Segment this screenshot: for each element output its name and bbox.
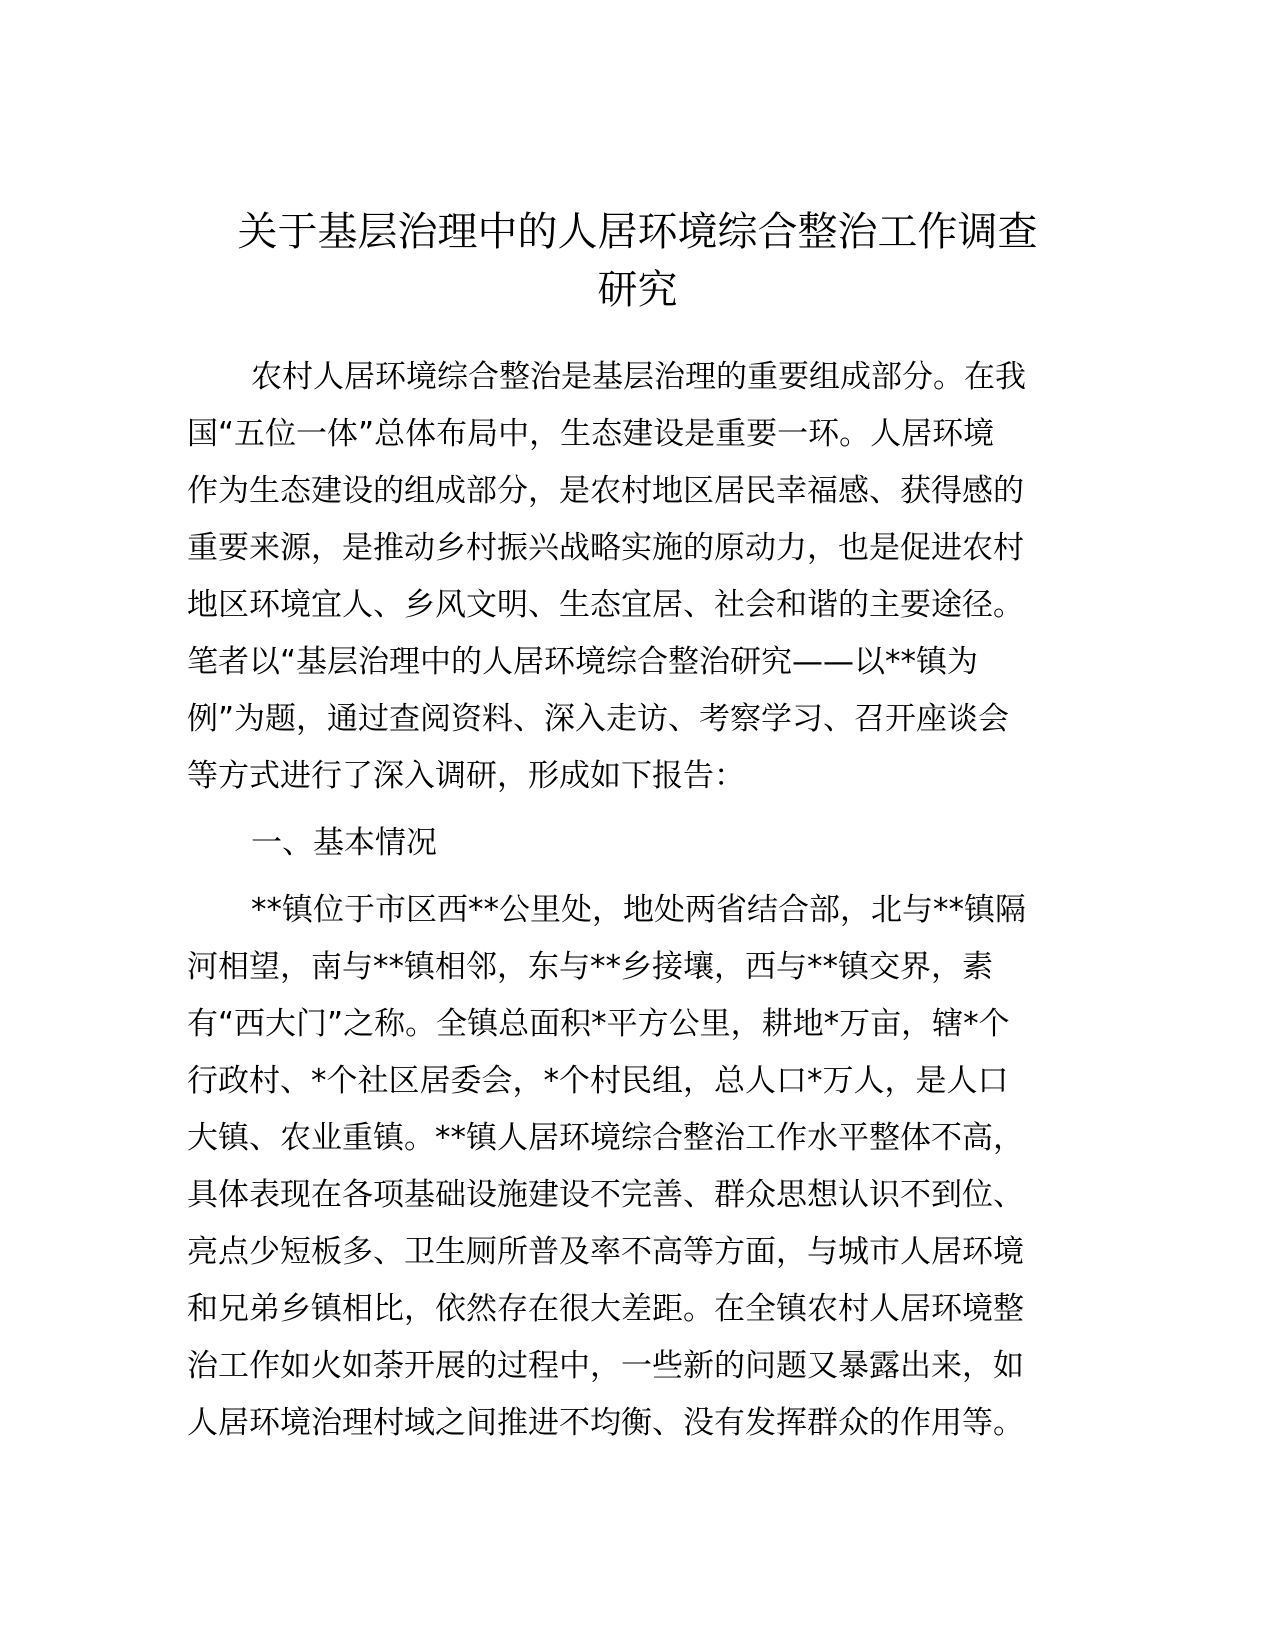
document-title bbox=[150, 203, 1125, 319]
section-heading: 一、基本情况 bbox=[251, 825, 437, 861]
text-line: 笔者以“基层治理中的人居环境综合整治研究——以**镇为 bbox=[187, 644, 979, 680]
text-line: 行政村、*个社区居委会，*个村民组，总人口*万人，是人口 bbox=[187, 1063, 1009, 1099]
text-line: 有“西大门”之称。全镇总面积*平方公里，耕地*万亩，辖*个 bbox=[187, 1006, 1010, 1042]
text-line: 国“五位一体”总体布局中，生态建设是重要一环。人居环境 bbox=[187, 416, 995, 452]
intro-paragraph bbox=[187, 349, 1087, 406]
text-line: 河相望，南与**镇相邻，东与**乡接壤，西与**镇交界，素 bbox=[187, 949, 993, 985]
text-line: **镇位于市区西**公里处，地处两省结合部，北与**镇隔 bbox=[251, 892, 1026, 928]
text-line: 农村人居环境综合整治是基层治理的重要组成部分。在我 bbox=[251, 359, 1026, 395]
basic-info-paragraph bbox=[187, 882, 1087, 939]
text-line: 等方式进行了深入调研，形成如下报告： bbox=[187, 758, 745, 794]
intro-paragraph-continued bbox=[187, 406, 1087, 805]
text-line: 地区环境宜人、乡风文明、生态宜居、社会和谐的主要途径。 bbox=[187, 587, 1024, 623]
text-line: 亮点少短板多、卫生厕所普及率不高等方面，与城市人居环境 bbox=[187, 1234, 1024, 1270]
basic-info-paragraph-continued bbox=[187, 939, 1087, 1452]
text-line: 例”为题，通过查阅资料、深入走访、考察学习、召开座谈会 bbox=[187, 701, 1010, 737]
text-line: 重要来源，是推动乡村振兴战略实施的原动力，也是促进农村 bbox=[187, 530, 1024, 566]
text-line: 具体表现在各项基础设施建设不完善、群众思想认识不到位、 bbox=[187, 1177, 1024, 1213]
document-body bbox=[187, 349, 1087, 1452]
text-line: 治工作如火如荼开展的过程中，一些新的问题又暴露出来，如 bbox=[187, 1348, 1024, 1384]
text-line: 人居环境治理村域之间推进不均衡、没有发挥群众的作用等。 bbox=[187, 1405, 1024, 1441]
text-line: 和兄弟乡镇相比，依然存在很大差距。在全镇农村人居环境整 bbox=[187, 1291, 1024, 1327]
title-line: 关于基层治理中的人居环境综合整治工作调查 bbox=[237, 209, 1038, 255]
text-line: 大镇、农业重镇。**镇人居环境综合整治工作水平整体不高， bbox=[187, 1120, 1024, 1156]
title-line: 研究 bbox=[597, 267, 678, 313]
text-line: 作为生态建设的组成部分，是农村地区居民幸福感、获得感的 bbox=[187, 473, 1024, 509]
